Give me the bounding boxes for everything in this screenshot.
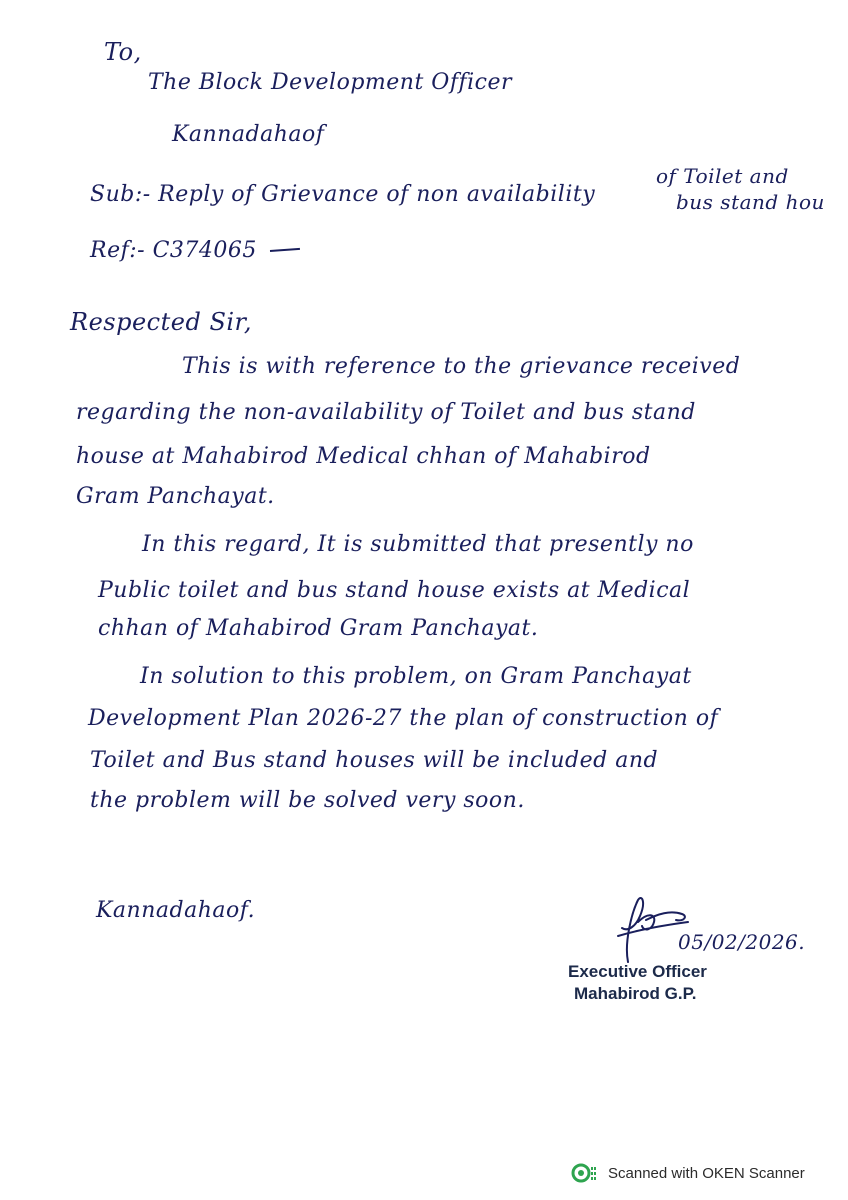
body-line-7: chhan of Mahabirod Gram Panchayat.: [98, 616, 539, 641]
stamp-office: Mahabirod G.P.: [574, 984, 697, 1003]
reference-line: Ref:- C374065: [90, 238, 257, 263]
body-line-10: Toilet and Bus stand houses will be included and: [90, 748, 659, 773]
scanner-watermark: [570, 1158, 805, 1188]
recipient-place: Kannadahaof: [172, 122, 325, 147]
place-line: Kannadahaof.: [96, 898, 256, 923]
recipient-title: The Block Development Officer: [148, 70, 513, 95]
body-line-3: house at Mahabirod Medical chhan of Mahabirod: [76, 444, 651, 469]
body-line-4: Gram Panchayat.: [76, 484, 275, 509]
greeting: Respected Sir,: [70, 308, 253, 336]
stamp-designation: Executive Officer: [568, 962, 707, 981]
oken-scanner-logo-icon: [570, 1162, 600, 1184]
signature-date: 05/02/2026.: [678, 930, 806, 954]
subject-insert-top: of Toilet and: [656, 164, 789, 188]
body-line-6: Public toilet and bus stand house exists at Medical: [98, 578, 691, 603]
body-line-5: In this regard, It is submitted that presently no: [142, 532, 694, 557]
body-line-2: regarding the non-availability of Toilet and bus stand: [76, 400, 696, 425]
body-line-1: This is with reference to the grievance received: [182, 354, 741, 379]
to-line: To,: [104, 38, 142, 66]
body-line-11: the problem will be solved very soon.: [90, 788, 525, 813]
scanner-text: Scanned with OKEN Scanner: [608, 1164, 805, 1182]
subject-insert-bottom: bus stand hou: [676, 190, 825, 214]
body-line-9: Development Plan 2026-27 the plan of construction of: [88, 706, 719, 731]
subject-line: Sub:- Reply of Grievance of non availability: [90, 182, 596, 207]
reference-stroke: [270, 248, 300, 252]
body-line-8: In solution to this problem, on Gram Panchayat: [140, 664, 692, 689]
